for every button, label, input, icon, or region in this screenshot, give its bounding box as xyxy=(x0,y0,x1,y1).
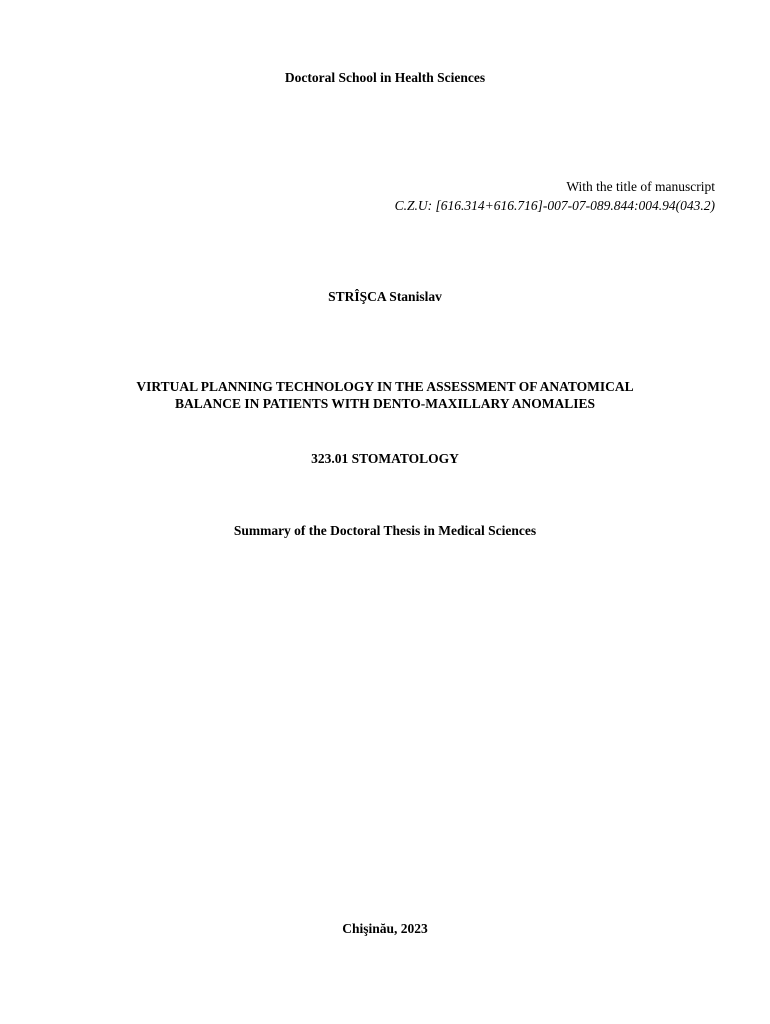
place-and-year: Chişinău, 2023 xyxy=(342,921,428,936)
specialty: 323.01 STOMATOLOGY xyxy=(311,451,459,466)
thesis-title-line-1: VIRTUAL PLANNING TECHNOLOGY IN THE ASSESSMENT OF ANATOMICAL xyxy=(136,379,634,394)
manuscript-title-note: With the title of manuscript xyxy=(566,179,715,194)
author-name: STRÎŞCA Stanislav xyxy=(328,289,442,304)
doctoral-school-heading: Doctoral School in Health Sciences xyxy=(284,70,486,85)
thesis-title-line-2: BALANCE IN PATIENTS WITH DENTO-MAXILLARY ANOMALIES xyxy=(175,396,595,411)
summary-subtitle: Summary of the Doctoral Thesis in Medical Sciences xyxy=(233,523,537,538)
czu-classification: C.Z.U: [616.314+616.716]-007-07-089.844:004.94(043.2) xyxy=(394,198,715,213)
